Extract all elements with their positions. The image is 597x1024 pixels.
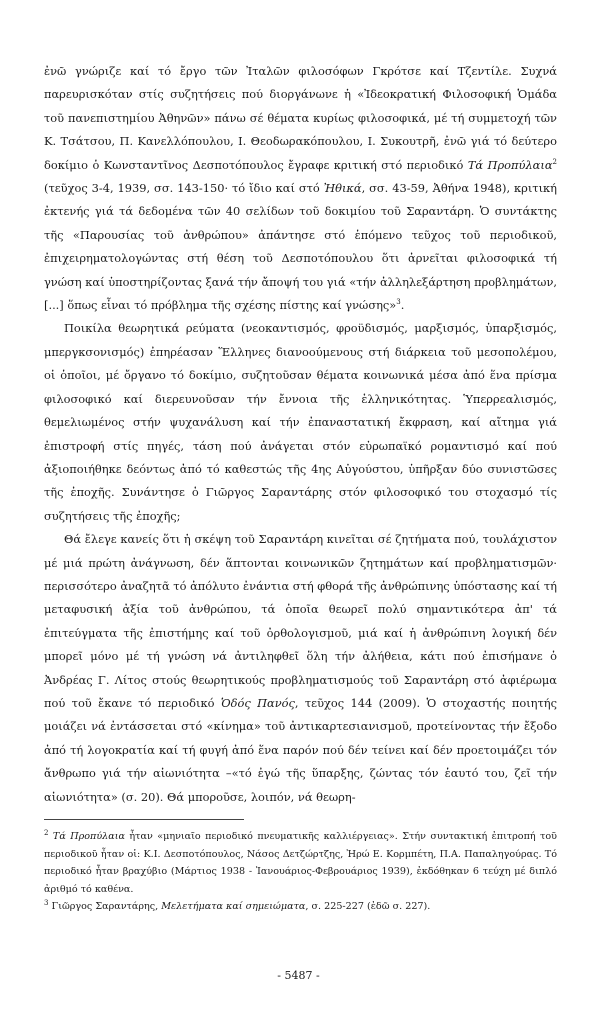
footnote-number: 3 bbox=[44, 899, 49, 908]
footnote-title: Τά Προπύλαια bbox=[52, 831, 125, 842]
book-title: Ἠθικά bbox=[323, 181, 362, 196]
footnote-text: ἦταν «μηνιαῖο περιοδικό πνευματικῆς καλλιέργειας». Στήν συντακτική ἐπιτροπή τοῦ περιοδικοῦ ἦταν οἱ: Κ.Ι. Δεσποτόπουλος, Νάσος Δετζώρτζης, Ἠρώ Ε. Κορμπέτη, Π.Α. Παπαληγούρας. Τό περιοδικό ἦταν βραχύβιο (Μάρτιος 1938 - Ἰανουάριος-Φεβρουάριος 1939), ἐκδόθηκαν 6 τεύχη μέ διπλό ἀριθμό τό καθένα. bbox=[44, 831, 557, 895]
body-paragraph bbox=[44, 60, 557, 317]
footnote bbox=[44, 828, 557, 898]
paragraph-text: Θά ἔλεγε κανείς ὅτι ἡ σκέψη τοῦ Σαραντάρη κινεῖται σέ ζητήματα πού, τουλάχιστον μέ μιά πρώτη ἀνάγνωση, δέν ἅπτονται κοινωνικῶν ζητημάτων καί προβληματισμῶν· περισσότερο ἀναζητᾶ τό ἀπόλυτο ἐνάντια στή φθορά τῆς ἀνθρώπινης ὑπόστασης καί τή μεταφυσική ἀξία τοῦ ἀνθρώπου, τά ὁποῖα θεωρεῖ πολύ σημαντικότερα ἀπ' τά ἐπιτεύγματα τῆς ἐπιστήμης καί τοῦ ὀρθολογισμοῦ, μιά καί ἡ ἀνθρώπινη λογική δέν μπορεῖ μόνο μέ τή γνώση νά ἀντιληφθεῖ ὅλη τήν ἀλήθεια, κάτι πού ἐπισήμανε ὁ Ἀνδρέας Γ. Λίτος στούς θεωρητικούς προβληματισμούς τοῦ Σαραντάρη στό ἀφιέρωμα πού τοῦ ἔκανε τό περιοδικό bbox=[44, 532, 557, 710]
paragraph-text: (τεῦχος 3-4, 1939, σσ. 143-150· τό ἴδιο καί στό bbox=[44, 181, 324, 196]
body-paragraph: Ποικίλα θεωρητικά ρεύματα (νεοκαντισμός, φροϋδισμός, μαρξισμός, ὑπαρξισμός, μπεργκσονισμός) ἐπηρέασαν Ἕλληνες διανοούμενους στή διάρκεια τοῦ μεσοπολέμου, οἱ ὁποῖοι, μέ ὄργανο τό δοκίμιο, συζητοῦσαν θέματα κοινωνικά μέσα ἀπό ἕνα πρίσμα φιλοσοφικό καί διερευνοῦσαν τήν ἔννοια τῆς ἑλληνικότητας. Ὑπερρεαλισμός, θεμελιωμένος στήν ψυχανάλυση καί τήν ἐπαναστατική ἔκφραση, καί αἴτημα γιά ἐπιστροφή στίς πηγές, τάση πού ἀνάγεται στόν εὐρωπαϊκό ρομαντισμό καί πού ἀξιοποιήθηκε δεόντως ἀπό τό καθεστώς τῆς 4ης Αὐγούστου, ὑπῆρξαν δύο συνιστῶσες τῆς ἐποχῆς. Συνάντησε ὁ Γιῶργος Σαραντάρης στόν φιλοσοφικό του στοχασμό τίς συζητήσεις τῆς ἐποχῆς; bbox=[44, 321, 557, 523]
paragraph-text: , σσ. 43-59, Ἀθήνα 1948), κριτική ἐκτενής γιά τά δεδομένα τῶν 40 σελίδων τοῦ δοκιμίου τοῦ Σαραντάρη. Ὁ συντάκτης τῆς «Παρουσίας τοῦ ἀνθρώπου» ἀπάντησε στό ἑπόμενο τεῦχος τοῦ περιοδικοῦ, ἐπιχειρηματολογώντας στή θέση τοῦ Δεσποτόπουλου ὅτι ἀρνεῖται φιλοσοφικά τή γνώση καί ὑποστηρίζοντας ξανά τήν ἄποψή του γιά «τήν ἀλληλεξάρτηση προβλημάτων, [...] ὅπως εἶναι τό πρόβλημα τῆς σχέσης πίστης καί γνώσης» bbox=[44, 181, 557, 313]
paragraph-text: . bbox=[400, 298, 405, 313]
journal-title: Τά Προπύλαια bbox=[467, 157, 553, 172]
footnote-title: Μελετήματα καί σημειώματα bbox=[161, 901, 306, 913]
footnote-marker[interactable]: 3 bbox=[396, 298, 401, 307]
page-number: - 5487 - bbox=[277, 969, 320, 982]
footnote-author: Γιῶργος Σαραντάρης, bbox=[51, 901, 162, 913]
footnote-number: 2 bbox=[44, 828, 49, 837]
page-content bbox=[44, 60, 557, 916]
journal-title: Ὁδός Πανός bbox=[220, 695, 295, 710]
footnote-marker[interactable]: 2 bbox=[552, 157, 557, 166]
paragraph-text: ἐνῶ γνώριζε καί τό ἔργο τῶν Ἰταλῶν φιλοσόφων Γκρότσε καί Τζεντίλε. Συχνά παρευρισκόταν στίς συζητήσεις πού διοργάνωνε ἡ «Ἰδεοκρατική Φιλοσοφική Ὁμάδα τοῦ πανεπιστημίου Ἀθηνῶν» πάνω σέ θέματα κυρίως φιλοσοφικά, μέ τή συμμετοχή τῶν Κ. Τσάτσου, Π. Κανελλόπουλου, Ι. Θεοδωρακόπουλου, Ι. Συκουτρῆ, ἐνῶ γιά τό δεύτερο δοκίμιο ὁ Κωνσταντῖνος Δεσποτόπουλος ἔγραφε κριτική στό περιοδικό bbox=[44, 64, 557, 172]
footnote-divider bbox=[44, 819, 244, 820]
footnote-text: , σ. 225-227 (ἐδῶ σ. 227). bbox=[305, 901, 431, 913]
body-paragraph bbox=[44, 528, 557, 809]
footnote bbox=[44, 898, 557, 916]
paragraph-text: , τεῦχος 144 (2009). Ὁ στοχαστής ποιητής μοιάζει νά ἐντάσσεται στό «κίνημα» τοῦ ἀντικαρτεσιανισμοῦ, προτείνοντας τήν ἔξοδο ἀπό τή λογοκρατία καί τή φυγή ἀπό ἕνα παρόν πού δέν τείνει καί δέν προετοιμάζει τόν ἄνθρωπο γιά τήν αἰωνιότητα –«τό ἐγώ τῆς ὕπαρξης, ζώντας τόν ἑαυτό του, ζεῖ τήν αἰωνιότητα» (σ. 20). Θά μποροῦσε, λοιπόν, νά θεωρη- bbox=[44, 695, 557, 804]
